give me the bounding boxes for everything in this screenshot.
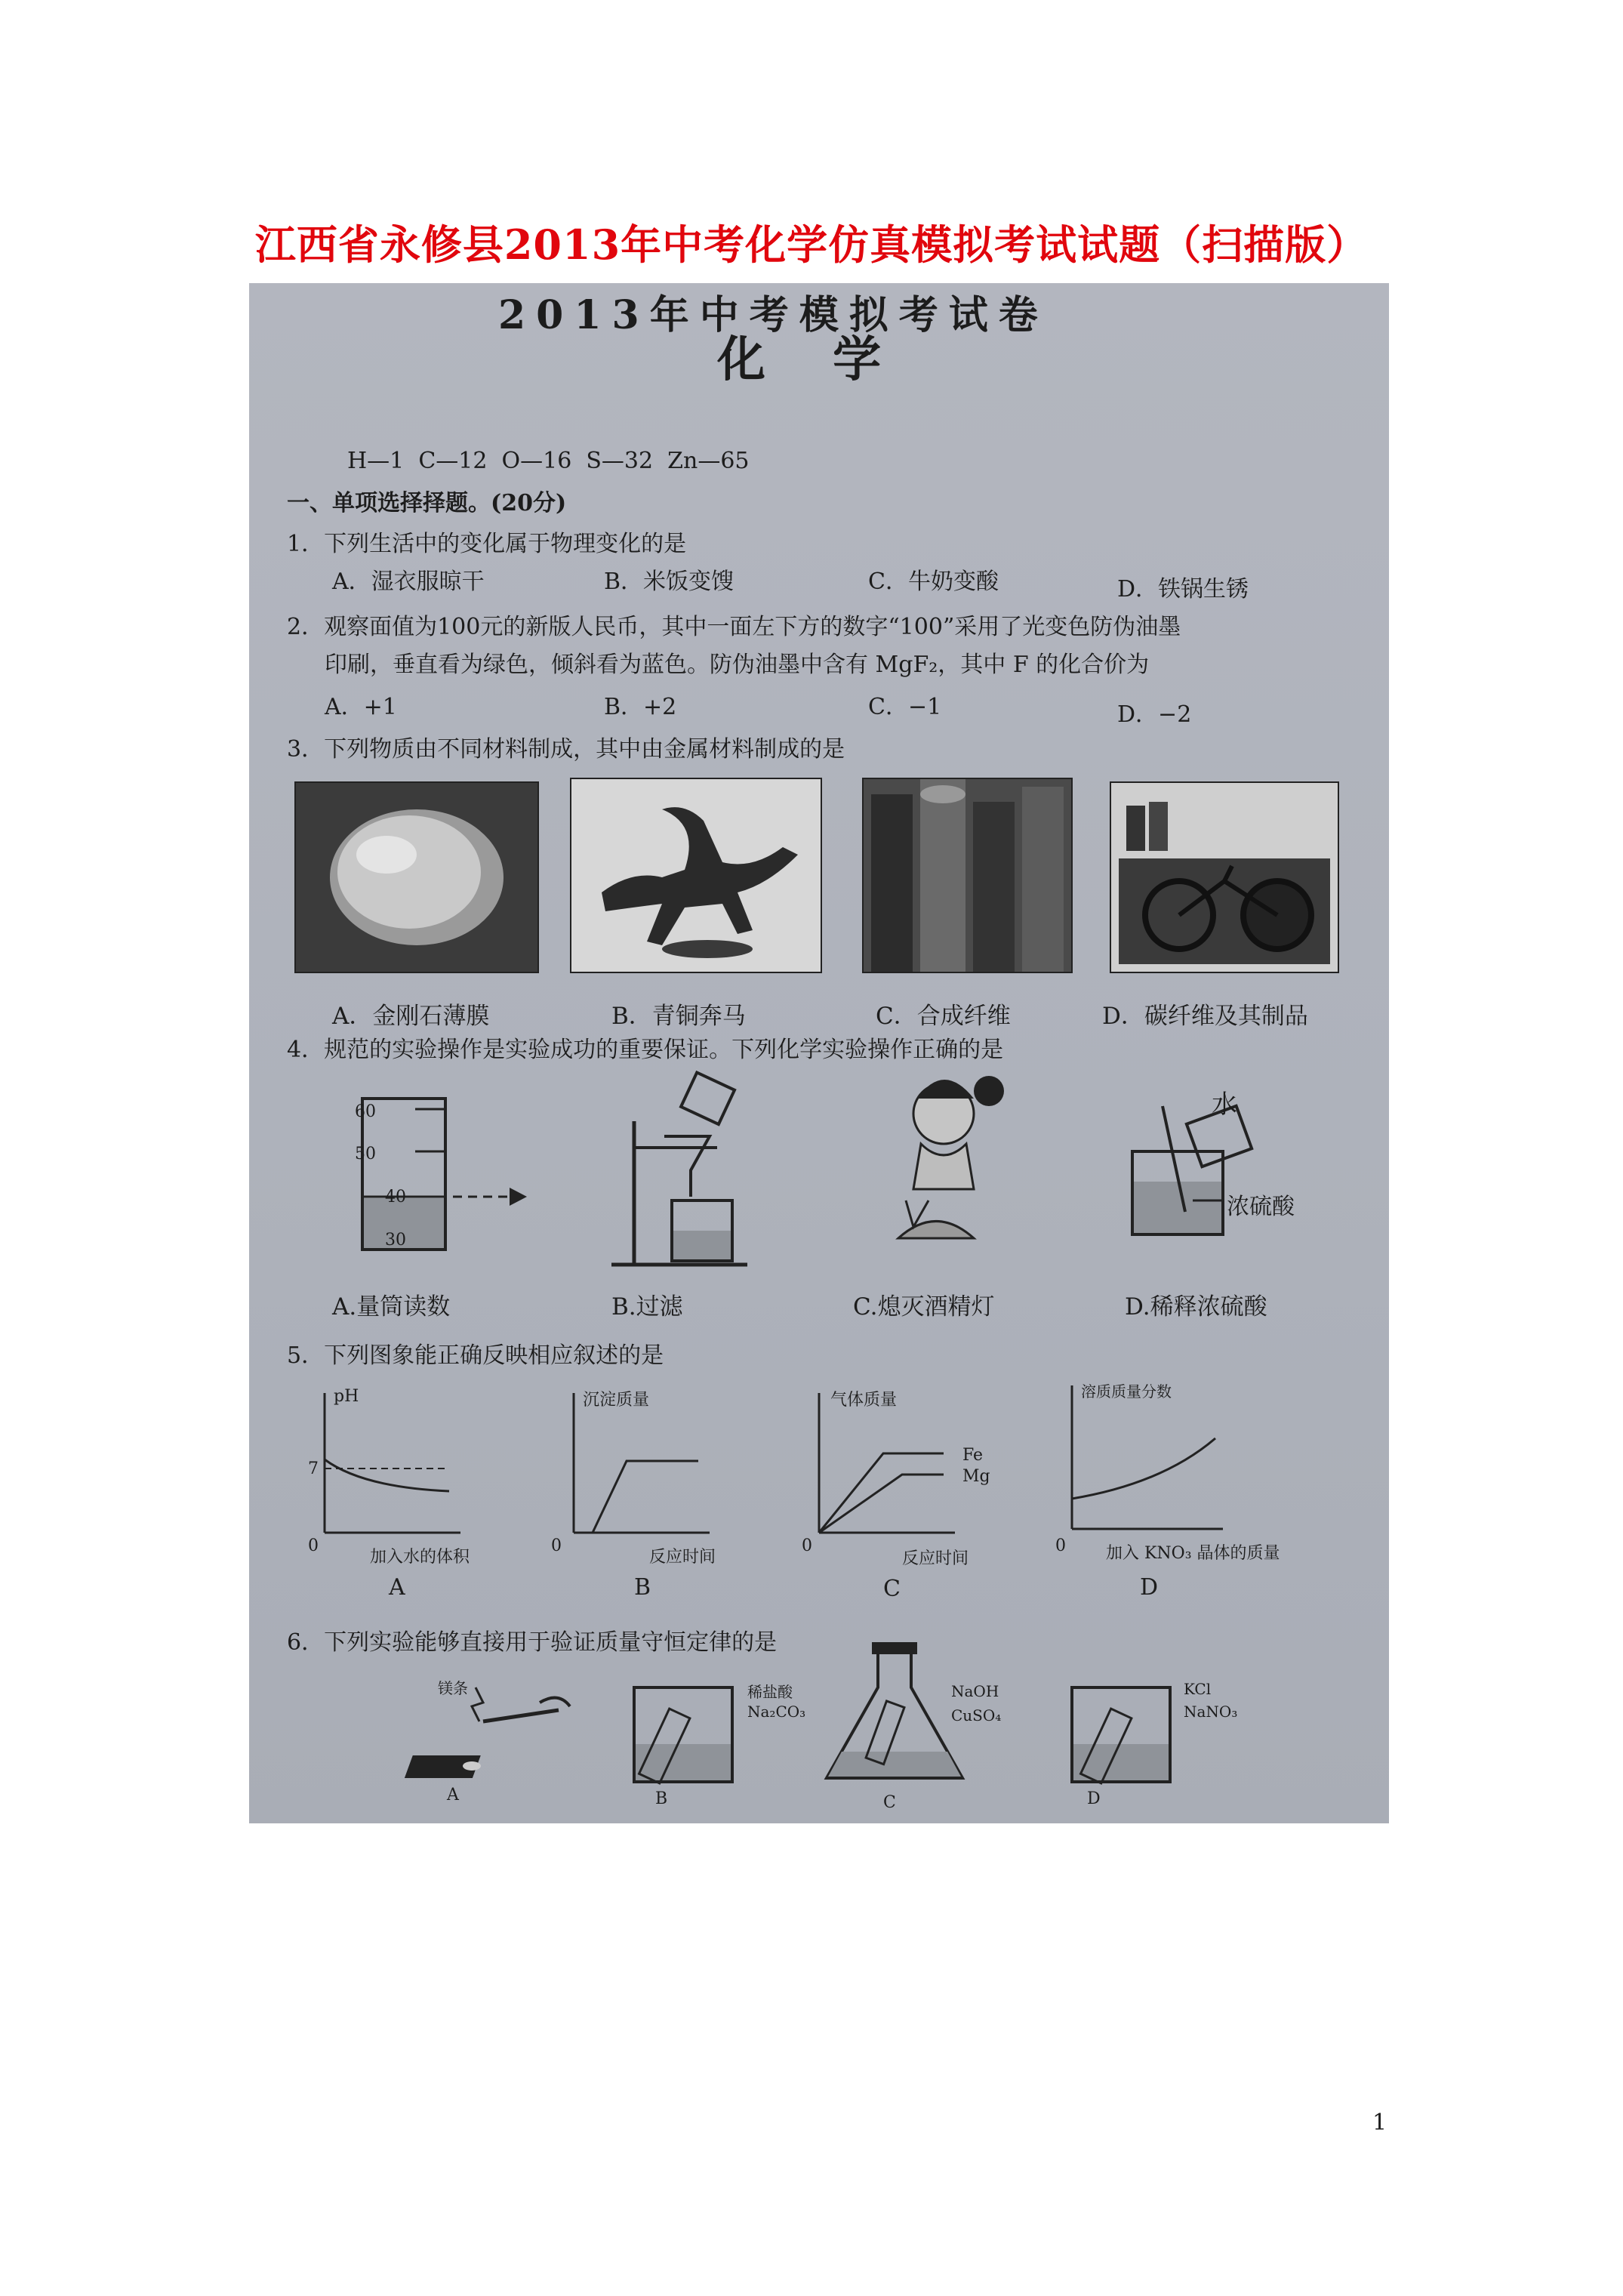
graph-a-letter: A [389,1574,405,1601]
setup-c-letter: C [883,1793,896,1812]
graph-c-xlabel: 反应时间 [902,1549,969,1568]
question-6-stem: 6．下列实验能够直接用于验证质量守恒定律的是 [287,1629,778,1656]
q4-option-c: C.熄灭酒精灯 [853,1293,995,1321]
setup-c-label-2: CuSO₄ [951,1706,1002,1724]
alcohol-lamp-diagram [853,1068,1019,1265]
q4-option-a: A.量筒读数 [332,1293,451,1321]
q1-option-c: C．牛奶变酸 [868,569,999,595]
question-1-stem: 1．下列生活中的变化属于物理变化的是 [287,531,687,557]
photo-carbon-fiber-products [1110,781,1339,973]
graph-c-origin: 0 [802,1536,812,1555]
graph-a-ylabel: pH [334,1387,359,1406]
setup-a-letter: A [447,1786,459,1804]
scanned-exam-image [249,283,1389,1823]
page-title: 江西省永修县2013年中考化学仿真模拟考试试题（扫描版） [254,220,1369,269]
q2-option-a: A．+1 [325,694,397,720]
setup-c-flask [819,1642,970,1786]
q3-option-b: B．青铜奔马 [611,1003,746,1030]
filtration-diagram [596,1076,778,1272]
question-3-stem: 3．下列物质由不同材料制成，其中由金属材料制成的是 [287,736,845,763]
graph-d-ylabel: 溶质质量分数 [1081,1382,1172,1401]
photo-bronze-horse [570,778,822,973]
cylinder-tick-40: 40 [385,1188,406,1207]
graph-b-letter: B [634,1574,651,1601]
label-water: 水 [1212,1089,1237,1120]
question-4-stem: 4．规范的实验操作是实验成功的重要保证。下列化学实验操作正确的是 [287,1037,1004,1063]
q3-option-c: C．合成纤维 [876,1003,1011,1030]
graph-c-letter: C [883,1576,901,1602]
graph-a-origin: 0 [308,1536,319,1555]
q4-option-d: D.稀释浓硫酸 [1125,1293,1267,1321]
setup-d-label-1: KCl [1184,1680,1212,1698]
dilute-acid-diagram [1117,1099,1283,1250]
cylinder-tick-30: 30 [385,1231,406,1250]
photo-synthetic-fiber [862,778,1073,973]
graph-b-xlabel: 反应时间 [649,1548,716,1567]
q2-option-c: C．−1 [868,694,942,720]
q1-option-a: A．湿衣服晾干 [332,569,485,595]
exam-header: 2013年中考模拟考试卷 [498,292,1049,338]
graph-d-letter: D [1140,1574,1159,1601]
graph-b-origin: 0 [551,1536,562,1555]
question-2-stem-line2: 印刷，垂直看为绿色，倾斜看为蓝色。防伪油墨中含有 MgF₂，其中 F 的化合价为 [325,652,1150,678]
graph-a-xlabel: 加入水的体积 [370,1548,470,1567]
q2-option-d: D．−2 [1117,701,1192,728]
graph-c-series-fe: Fe [962,1446,984,1465]
q2-option-b: B．+2 [604,694,677,720]
graph-c [812,1393,970,1544]
graph-b [566,1393,717,1544]
cylinder-tick-60: 60 [355,1102,376,1121]
q3-option-d: D．碳纤维及其制品 [1102,1003,1308,1030]
q3-option-a: A．金刚石薄膜 [332,1003,490,1030]
q4-option-b: B.过滤 [611,1293,683,1321]
setup-c-label-1: NaOH [951,1682,999,1700]
setup-b-label-2: Na₂CO₃ [747,1703,806,1721]
page-number: 1 [1372,2110,1387,2136]
setup-b-label-1: 稀盐酸 [747,1683,793,1701]
graph-d-xlabel: 加入 KNO₃ 晶体的质量 [1106,1544,1280,1563]
graph-a [317,1393,468,1544]
atomic-masses: H—1 C—12 O—16 S—32 Zn—65 [347,448,750,474]
setup-a-magnesium-burning [408,1676,574,1782]
question-2-stem-line1: 2．观察面值为100元的新版人民币，其中一面左下方的数字“100”采用了光变色防伪油墨 [287,614,1181,640]
section-heading: 一、单项选择择题。(20分) [287,490,567,516]
graph-a-ytick: 7 [308,1459,319,1478]
setup-d-letter: D [1087,1789,1101,1808]
exam-subject: 化 学 [717,331,882,388]
measuring-cylinder-diagram [317,1099,528,1272]
q1-option-d: D．铁锅生锈 [1117,576,1249,603]
q1-option-b: B．米饭变馊 [604,569,735,595]
graph-b-ylabel: 沉淀质量 [583,1391,650,1410]
graph-c-ylabel: 气体质量 [830,1391,898,1410]
setup-b-letter: B [655,1789,668,1808]
graph-d [1064,1385,1230,1544]
photo-diamond-film [294,781,539,973]
label-concentrated-acid: 浓硫酸 [1227,1194,1295,1220]
graph-c-series-mg: Mg [962,1467,990,1486]
setup-d-label-2: NaNO₃ [1184,1703,1238,1721]
setup-a-label: 镁条 [438,1679,468,1697]
graph-d-origin: 0 [1055,1536,1066,1555]
cylinder-tick-50: 50 [355,1145,376,1163]
question-5-stem: 5．下列图象能正确反映相应叙述的是 [287,1342,664,1369]
